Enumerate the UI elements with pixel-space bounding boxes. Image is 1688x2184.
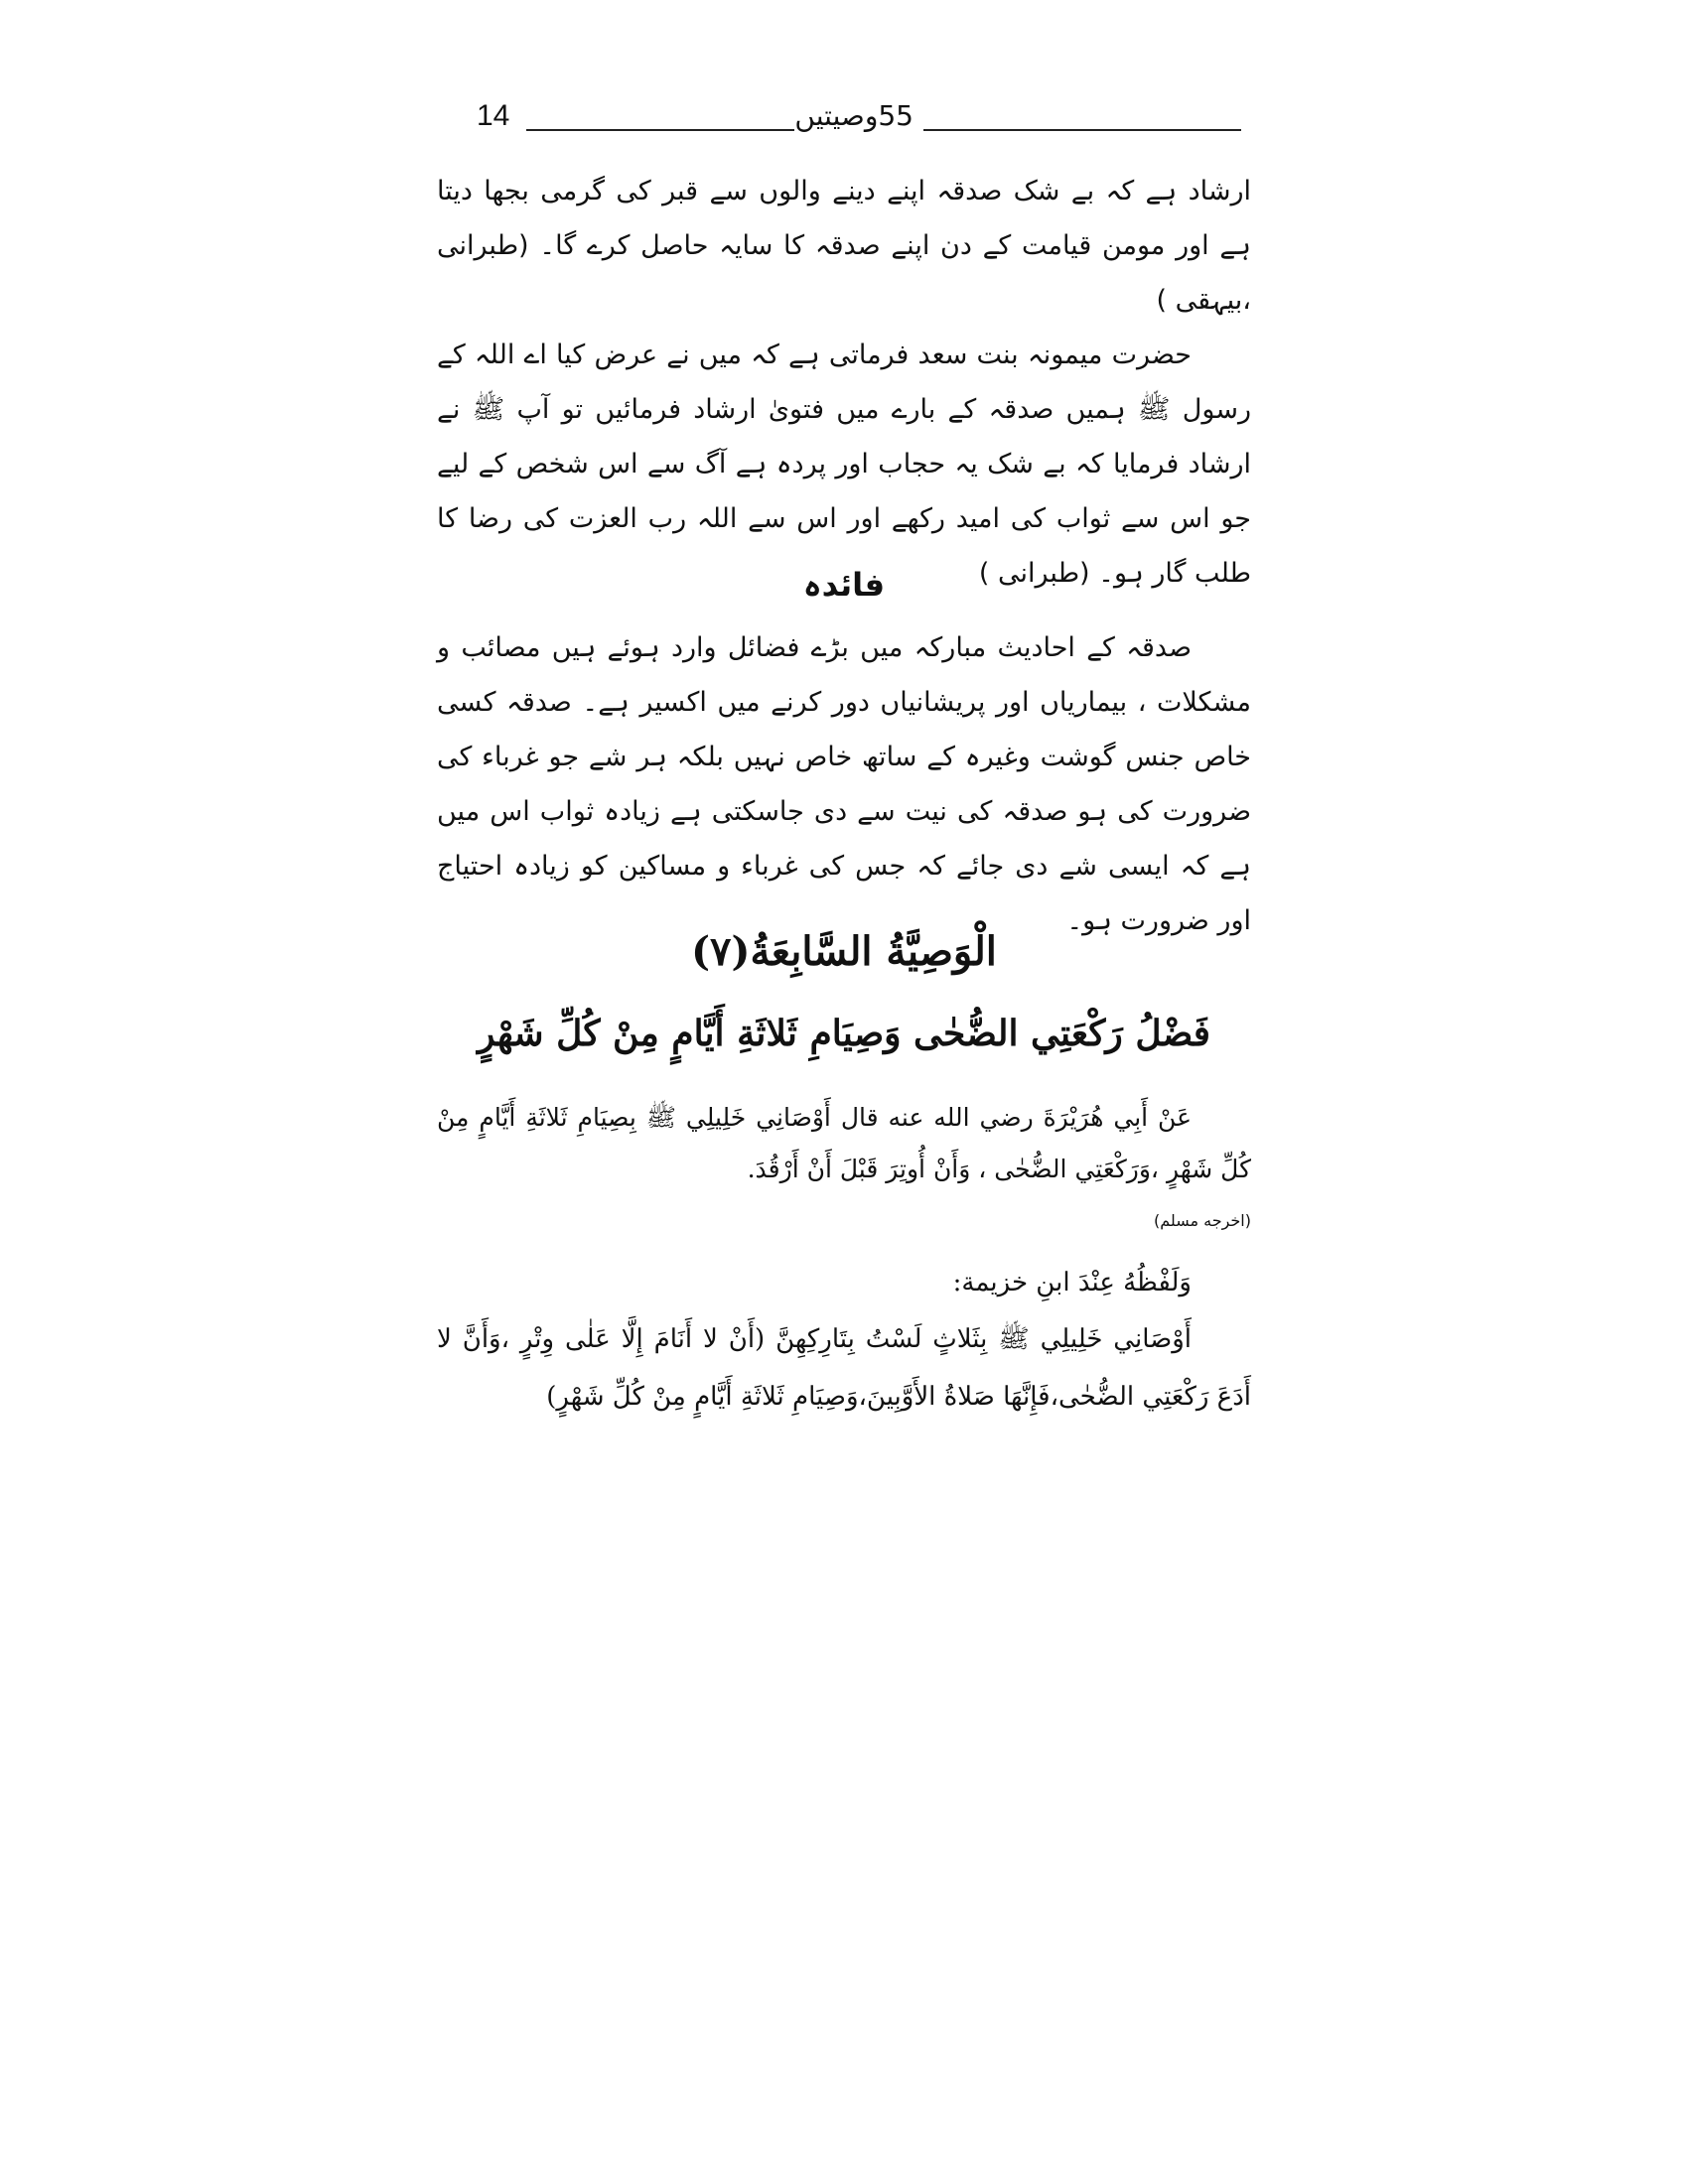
ibn-khuzaymah-intro: وَلَفْظُهُ عِنْدَ ابنِ خزيمة: bbox=[952, 1268, 1192, 1297]
page-number: 14 bbox=[477, 99, 510, 132]
hadith-reference: (اخرجه مسلم) bbox=[1154, 1211, 1251, 1230]
hadith-section bbox=[437, 1092, 1251, 1195]
paragraph-sadaqah-grave: ارشاد ہے کہ بے شک صدقہ اپنے دینے والوں سے قبر کی گرمی بجھا دیتا ہے اور مومن قیامت کے دن اپنے صدقہ کا سایہ حاصل کرے گا۔ (طبرانی ،بیہقی ) bbox=[437, 176, 1251, 316]
faida-section bbox=[437, 620, 1251, 948]
paragraph-maymuna: حضرت میمونہ بنت سعد فرماتی ہے کہ میں نے عرض کیا اے اللہ کے رسول ﷺ ہمیں صدقہ کے بارے میں فتویٰ ارشاد فرمائیں تو آپ ﷺ نے ارشاد فرمایا کہ بے شک یہ حجاب اور پردہ ہے آگ سے اس شخص کے لیے جو اس سے ثواب کی امید رکھے اور اس سے اللہ رب العزت کی رضا کا طلب گار ہو۔ (طبرانی ) bbox=[437, 340, 1251, 589]
header-rule-left bbox=[526, 129, 794, 131]
reference-line bbox=[437, 1211, 1251, 1230]
faida-text: صدقہ کے احادیث مبارکہ میں بڑے فضائل وارد ہوئے ہیں مصائب و مشکلات ، بیماریاں اور پریشانیاں دور کرنے میں اکسیر ہے۔ صدقہ کسی خاص جنس گوشت وغیرہ کے ساتھ خاص نہیں بلکہ ہر شے جو غرباء کی ضرورت کی ہو صدقہ کی نیت سے دی جاسکتی ہے زیادہ ثواب اس میں ہے کہ ایسی شے دی جائے کہ جس کی غرباء و مساکین کو زیادہ احتیاج اور ضرورت ہو۔ bbox=[437, 632, 1251, 936]
header-rule-right bbox=[923, 129, 1241, 131]
hadith-ibn-khuzaymah: أَوْصَانِي خَلِيلِي ﷺ بِثَلاثٍ لَسْتُ بِتَارِكِهِنَّ (أَنْ لا أَنَامَ إِلَّا عَلٰى وِتْرٍ ،وَأَنَّ لا أَدَعَ رَكْعَتِي الضُّحٰى،فَإِنَّهَا صَلاةُ الأَوَّبِينَ،وَصِيَامِ ثَلاثَةِ أَيَّامٍ مِنْ كُلِّ شَهْرٍ) bbox=[437, 1324, 1251, 1412]
faida-heading: فائدہ bbox=[802, 566, 886, 604]
section-seven-heading: الْوَصِيَّةُ السَّابِعَةُ(۷) bbox=[691, 928, 997, 975]
top-section bbox=[437, 164, 1251, 601]
page-header bbox=[437, 99, 1251, 139]
hadith-abu-hurayra: عَنْ أَبِي هُرَيْرَةَ رضي الله عنه قال أَوْصَانِي خَلِيلِي ﷺ بِصِيَامِ ثَلاثَةِ أَيَّامٍ مِنْ كُلِّ شَهْرٍ ،وَرَكْعَتِي الضُّحٰى ، وَأَنْ أُوتِرَ قَبْلَ أَنْ أَرْقُدَ. bbox=[437, 1103, 1251, 1183]
ibn-khuzaymah-section bbox=[437, 1256, 1251, 1426]
book-title: 55وصیتیں bbox=[794, 99, 914, 132]
section-seven-subheading: فَضْلُ رَكْعَتِي الضُّحٰى وَصِيَامِ ثَلاثَةِ أَيَّامٍ مِنْ كُلِّ شَهْرٍ bbox=[477, 1013, 1211, 1054]
